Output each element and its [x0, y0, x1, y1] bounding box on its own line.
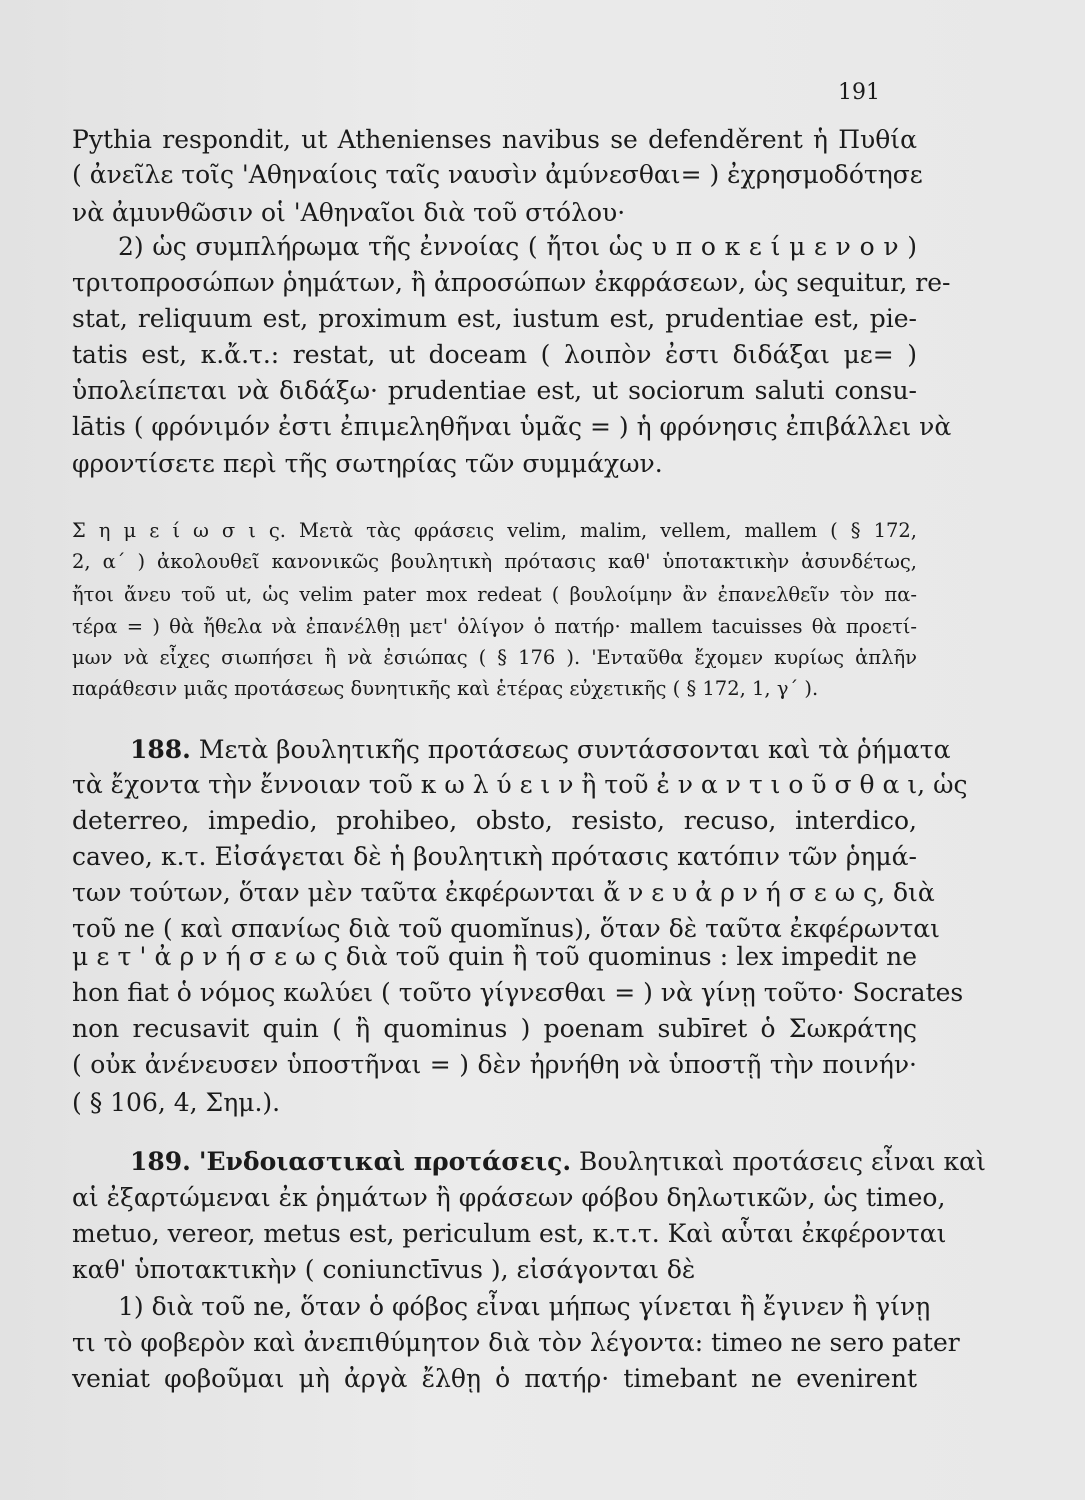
text-line: veniat φοβοῦμαι μὴ ἀργὰ ἔλθῃ ὁ πατήρ· timebant ne evenirent	[72, 1364, 917, 1393]
text-line: τὰ ἔχοντα τὴν ἔννοιαν τοῦ κ ω λ ύ ε ι ν ἢ τοῦ ἐ ν α ν τ ι ο ῦ σ θ α ι, ὡς	[72, 770, 968, 799]
section-189-number: 189.	[130, 1147, 191, 1176]
section-188-first-line	[72, 733, 951, 767]
note-line: τέρα = ) θὰ ἤθελα νὰ ἐπανέλθῃ μετ' ὀλίγον ὁ πατήρ· mallem tacuisses θὰ προετί-	[72, 615, 917, 638]
text-line: ὑπολείπεται νὰ διδάξω· prudentiae est, ut sociorum saluti consu-	[72, 376, 917, 405]
text-line: stat, reliquum est, proximum est, iustum est, prudentiae est, pie-	[72, 304, 917, 333]
text-line: 2) ὡς συμπλήρωμα τῆς ἐννοίας ( ἤτοι ὡς υ π ο κ ε ί μ ε ν ο ν )	[118, 232, 917, 261]
text-line: καθ' ὑποτακτικὴν ( coniunctīvus ), εἰσάγονται δὲ	[72, 1255, 696, 1284]
text-line: ( οὐκ ἀνένευσεν ὑποστῆναι = ) δὲν ἠρνήθη νὰ ὑποστῇ τὴν ποινήν·	[72, 1050, 917, 1079]
text-line: τοῦ ne ( καὶ σπανίως διὰ τοῦ quomĭnus), ὅταν δὲ ταῦτα ἐκφέρωνται	[72, 914, 940, 943]
text-line: μ ε τ ' ἀ ρ ν ή σ ε ω ς διὰ τοῦ quin ἢ τοῦ quominus : lex impedit ne	[72, 942, 917, 971]
note-line: Σ η μ ε ί ω σ ι ς. Μετὰ τὰς φράσεις velim, malim, vellem, mallem ( § 172,	[72, 519, 917, 542]
text-line: hon fiat ὁ νόμος κωλύει ( τοῦτο γίγνεσθαι = ) νὰ γίνῃ τοῦτο· Socrates	[72, 978, 964, 1007]
section-188-number: 188.	[130, 735, 191, 764]
note-line: ἤτοι ἄνευ τοῦ ut, ὡς velim pater mox redeat ( βουλοίμην ἂν ἐπανελθεῖν τὸν πα-	[72, 583, 917, 606]
text-line: deterreo, impedio, prohibeo, obsto, resisto, recuso, interdico,	[72, 806, 917, 835]
note-line: 2, α΄ ) ἀκολουθεῖ κανονικῶς βουλητικὴ πρότασις καθ' ὑποτακτικὴν ἀσυνδέτως,	[72, 550, 917, 573]
text-line: φροντίσετε περὶ τῆς σωτηρίας τῶν συμμάχων.	[72, 449, 663, 478]
text-line: non recusavit quin ( ἢ quominus ) poenam subīret ὁ Σωκράτης	[72, 1014, 917, 1043]
text-line: lātis ( φρόνιμόν ἐστι ἐπιμεληθῆναι ὑμᾶς = ) ἡ φρόνησις ἐπιβάλλει νὰ	[72, 412, 952, 441]
text-line: τι τὸ φοβερὸν καὶ ἀνεπιθύμητον διὰ τὸν λέγοντα: timeo ne sero pater	[72, 1328, 960, 1357]
text-line: ( § 106, 4, Σημ.).	[72, 1088, 281, 1117]
text-line: metuo, vereor, metus est, periculum est, κ.τ.τ. Καὶ αὗται ἐκφέρονται	[72, 1219, 947, 1248]
text-line: ( ἀνεῖλε τοῖς 'Αθηναίοις ταῖς ναυσὶν ἀμύνεσθαι= ) ἐχρησμοδότησε	[72, 160, 923, 189]
text-line: caveo, κ.τ. Εἰσάγεται δὲ ἡ βουλητικὴ πρότασις κατόπιν τῶν ῥημά-	[72, 842, 917, 871]
text-line: Βουλητικαὶ προτάσεις εἶναι καὶ	[578, 1147, 986, 1176]
note-line: μων νὰ εἶχες σιωπήσει ἢ νὰ ἐσιώπας ( § 176 ). 'Ενταῦθα ἔχομεν κυρίως ἁπλῆν	[72, 646, 917, 669]
text-line: tatis est, κ.ἄ.τ.: restat, ut doceam ( λοιπὸν ἐστι διδάξαι με= )	[72, 340, 917, 369]
text-line: των τούτων, ὅταν μὲν ταῦτα ἐκφέρωνται ἄ ν ε υ ἀ ρ ν ή σ ε ω ς, διὰ	[72, 878, 935, 907]
text-line: τριτοπροσώπων ῥημάτων, ἢ ἀπροσώπων ἐκφράσεων, ὡς sequitur, re-	[72, 268, 951, 297]
section-189-title: 'Ενδοιαστικαὶ προτάσεις.	[198, 1147, 572, 1176]
page-number: 191	[838, 80, 880, 105]
section-189-first-line	[72, 1145, 986, 1179]
text-line: Pythia respondit, ut Athenienses navibus se defenděrent ἡ Πυθία	[72, 125, 917, 154]
text-line: Μετὰ βουλητικῆς προτάσεως συντάσσονται καὶ τὰ ῥήματα	[198, 735, 951, 764]
text-line: αἱ ἐξαρτώμεναι ἐκ ῥημάτων ἢ φράσεων φόβου δηλωτικῶν, ὡς timeo,	[72, 1183, 946, 1212]
text-line: νὰ ἀμυνθῶσιν οἱ 'Αθηναῖοι διὰ τοῦ στόλου·	[72, 198, 626, 227]
text-line: 1) διὰ τοῦ ne, ὅταν ὁ φόβος εἶναι μήπως γίνεται ἢ ἔγινεν ἢ γίνῃ	[118, 1292, 931, 1321]
note-line: παράθεσιν μιᾶς προτάσεως δυνητικῆς καὶ ἑτέρας εὐχετικῆς ( § 172, 1, γ΄ ).	[72, 677, 819, 700]
